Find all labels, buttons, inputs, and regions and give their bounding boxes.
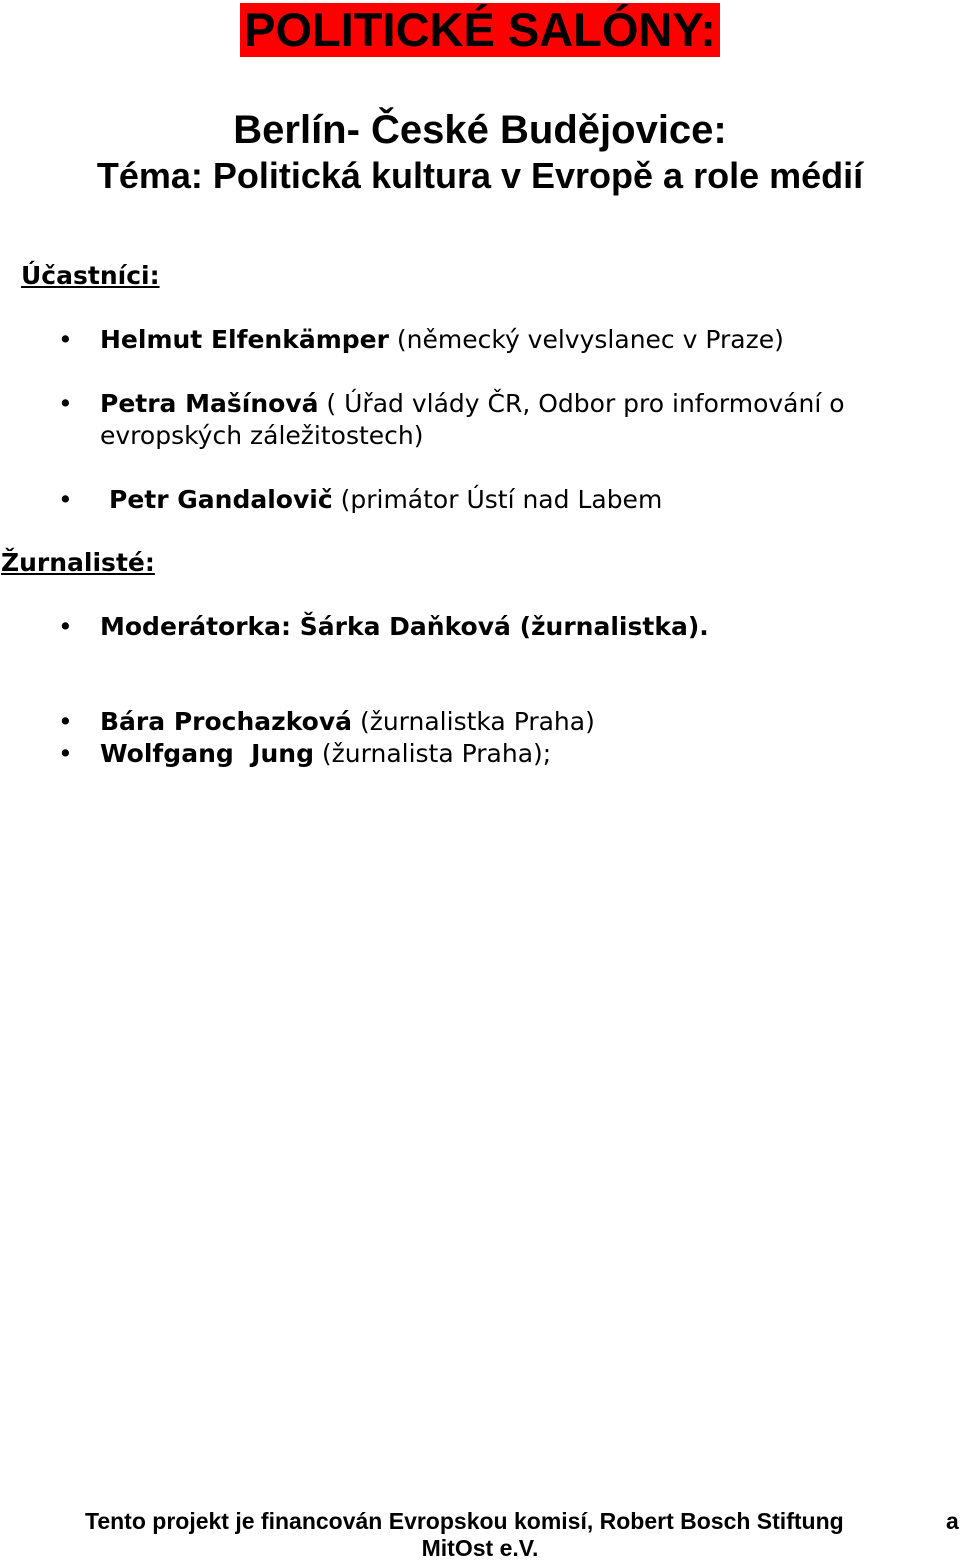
participant-name: Petr Gandalovič bbox=[109, 485, 333, 514]
participant-name: Petra Mašínová bbox=[100, 389, 319, 418]
journalist-entry bbox=[100, 706, 900, 738]
event-subtitle: Téma: Politická kultura v Evropě a role médií bbox=[96, 155, 864, 196]
participant-entry bbox=[100, 388, 900, 420]
banner-wrap bbox=[0, 3, 960, 57]
bullet-icon: • bbox=[58, 612, 73, 641]
journalist-entry bbox=[100, 738, 900, 770]
journalist-name: Bára Prochazková bbox=[100, 707, 352, 736]
footer-funding-text: Tento projekt je financován Evropskou komisí, Robert Bosch Stiftung bbox=[85, 1508, 844, 1534]
journalists-heading: Žurnalisté: bbox=[1, 548, 155, 577]
participant-entry bbox=[100, 324, 900, 356]
banner-title: POLITICKÉ SALÓNY: bbox=[240, 3, 720, 57]
participant-detail: (primátor Ústí nad Labem bbox=[332, 485, 663, 514]
journalist-detail: (žurnalista Praha); bbox=[313, 739, 552, 768]
bullet-icon: • bbox=[58, 485, 73, 514]
footer-org-line: MitOst e.V. bbox=[421, 1535, 539, 1561]
journalist-detail: (žurnalistka Praha) bbox=[352, 707, 595, 736]
moderator-text: Moderátorka: Šárka Daňková (žurnalistka). bbox=[100, 612, 709, 641]
moderator-entry bbox=[100, 611, 900, 643]
participants-heading: Účastníci: bbox=[21, 261, 160, 290]
bullet-icon: • bbox=[58, 325, 73, 354]
journalist-name: Wolfgang Jung bbox=[100, 739, 314, 768]
participant-detail-continued: evropských záležitostech) bbox=[100, 421, 424, 450]
bullet-icon: • bbox=[58, 389, 73, 418]
participant-name: Helmut Elfenkämper bbox=[100, 325, 389, 354]
participant-entry bbox=[109, 484, 909, 516]
footer-funding-conjunction: a bbox=[946, 1508, 959, 1534]
event-title: Berlín- České Budějovice: bbox=[233, 108, 727, 152]
bullet-icon: • bbox=[58, 739, 73, 768]
participant-detail: ( Úřad vlády ČR, Odbor pro informování o bbox=[318, 389, 845, 418]
bullet-icon: • bbox=[58, 707, 73, 736]
participant-detail: (německý velvyslanec v Praze) bbox=[388, 325, 784, 354]
